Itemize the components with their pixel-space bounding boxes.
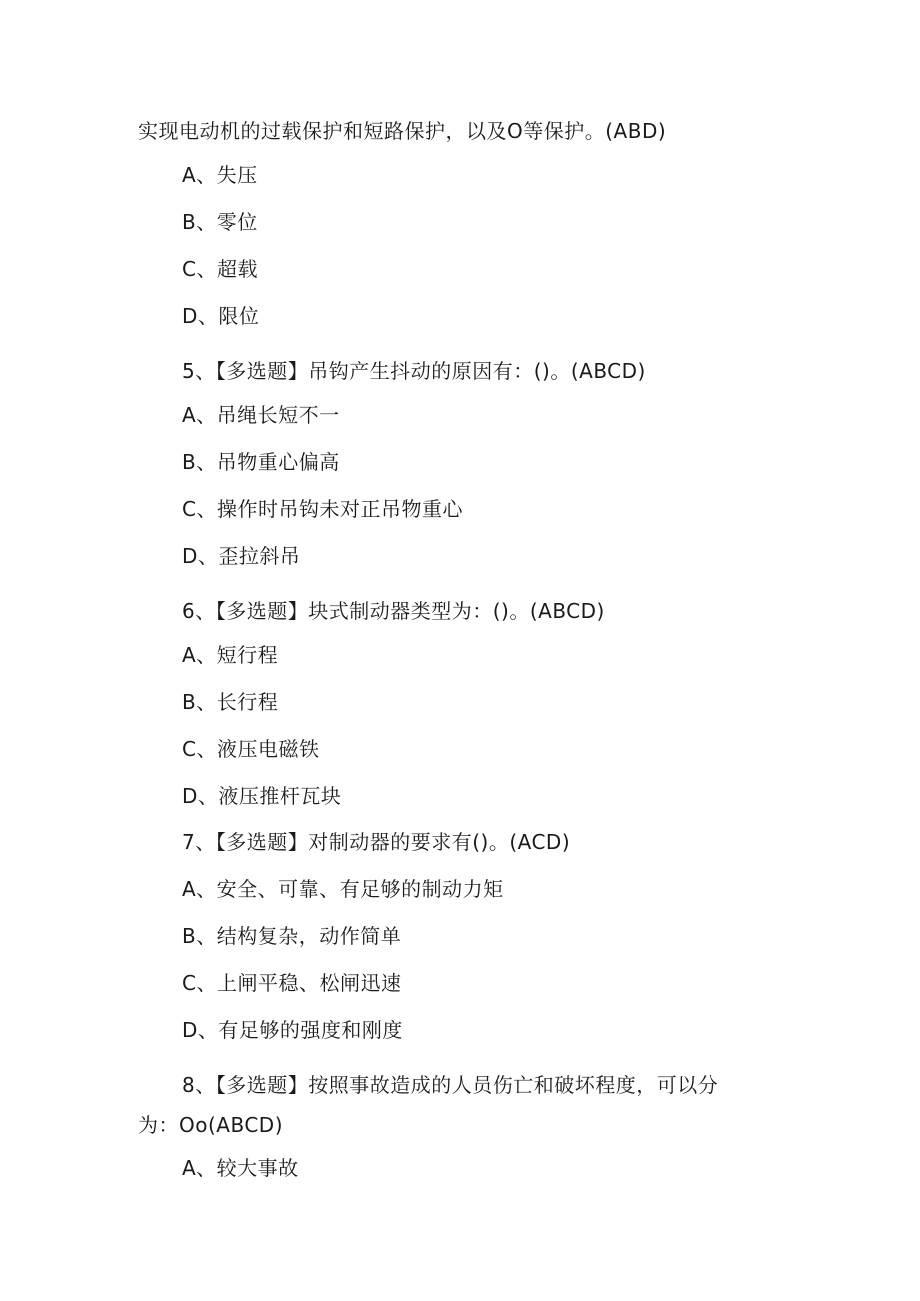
question-7-option-c: C、上闸平稳、松闸迅速	[182, 971, 402, 995]
question-4-option-c: C、超载	[182, 257, 258, 281]
question-6-stem: 6、【多选题】块式制动器类型为：()。(ABCD)	[182, 599, 605, 623]
question-7-stem: 7、【多选题】对制动器的要求有()。(ACD)	[182, 830, 571, 854]
question-4-option-a: A、失压	[182, 163, 258, 187]
question-7-option-b: B、结构复杂，动作简单	[182, 924, 402, 948]
question-6-option-a: A、短行程	[182, 643, 279, 667]
question-4-stem: 实现电动机的过载保护和短路保护，以及O等保护。(ABD)	[138, 119, 667, 143]
question-5-option-c: C、操作时吊钩未对正吊物重心	[182, 497, 463, 521]
question-8-stem: 8、【多选题】按照事故造成的人员伤亡和破坏程度，可以分	[182, 1073, 719, 1097]
question-8-stem-continuation: 为：Oo(ABCD)	[138, 1113, 283, 1137]
question-5-option-d: D、歪拉斜吊	[182, 544, 301, 568]
question-5-option-a: A、吊绳长短不一	[182, 403, 340, 427]
question-5-option-b: B、吊物重心偏高	[182, 450, 340, 474]
question-6-option-c: C、液压电磁铁	[182, 737, 320, 761]
question-4-option-d: D、限位	[182, 304, 260, 328]
question-7-option-d: D、有足够的强度和刚度	[182, 1018, 403, 1042]
question-6-option-b: B、长行程	[182, 690, 279, 714]
question-8-option-a: A、较大事故	[182, 1156, 299, 1180]
question-7-option-a: A、安全、可靠、有足够的制动力矩	[182, 877, 504, 901]
question-5-stem: 5、【多选题】吊钩产生抖动的原因有：()。(ABCD)	[182, 359, 646, 383]
question-6-option-d: D、液压推杆瓦块	[182, 784, 342, 808]
question-4-option-b: B、零位	[182, 210, 258, 234]
